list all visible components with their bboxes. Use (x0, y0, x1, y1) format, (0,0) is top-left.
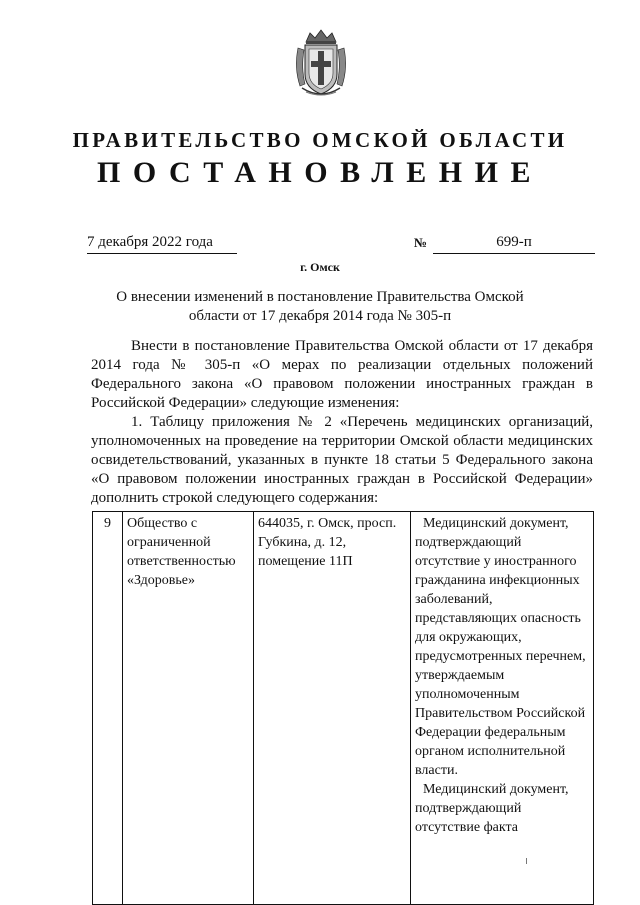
row-number-cell: 9 (93, 512, 123, 905)
document-city: г. Омск (300, 260, 340, 274)
document-date: 7 декабря 2022 года (87, 233, 237, 254)
document-number: 699-п (433, 233, 595, 254)
required-document-2: Медицинский документ, подтверждающий отсутствие факта (415, 782, 569, 835)
document-subject: О внесении изменений в постановление Правительства Омской области от 17 декабря 2014 года № 305-п (116, 289, 524, 324)
document-body (91, 337, 593, 508)
number-sign: № (414, 235, 428, 250)
body-paragraph-2: 1. Таблицу приложения № 2 «Перечень медицинских организаций, уполномоченных на проведение на территории Омской области медицинских освидетельствований, указанных в пункте 18 статьи 5 Федерального закона «О правовом положении иностранных граждан в Российской Федерации» дополнить строкой следующего содержания: (91, 414, 593, 506)
address-cell: 644035, г. Омск, просп. Губкина, д. 12, помещение 11П (254, 512, 411, 905)
body-paragraph-1: Внести в постановление Правительства Омской области от 17 декабря 2014 года № 305-п «О мерах по реализации отдельных положений Федерального закона «О правовом положении иностранных граждан в Российской Федерации» следующие изменения: (91, 338, 593, 411)
document-type-title: ПОСТАНОВЛЕНИЕ (97, 156, 543, 189)
required-document-1: Медицинский документ, подтверждающий отсутствие у иностранного гражданина инфекционных заболеваний, представляющих опасность для окружающих, предусмотренных перечнем, утверждаемым уполномоченным Правительством Российской Федерации федеральным органом исполнительной власти. (415, 516, 586, 778)
organization-cell: Общество с ограниченной ответственностью «Здоровье» (123, 512, 254, 905)
documents-cell (411, 512, 594, 905)
page-mark (526, 858, 527, 864)
amendment-table (92, 511, 594, 905)
government-title: ПРАВИТЕЛЬСТВО ОМСКОЙ ОБЛАСТИ (72, 128, 568, 152)
table-row (93, 512, 594, 905)
coat-of-arms-emblem-icon (292, 28, 350, 100)
